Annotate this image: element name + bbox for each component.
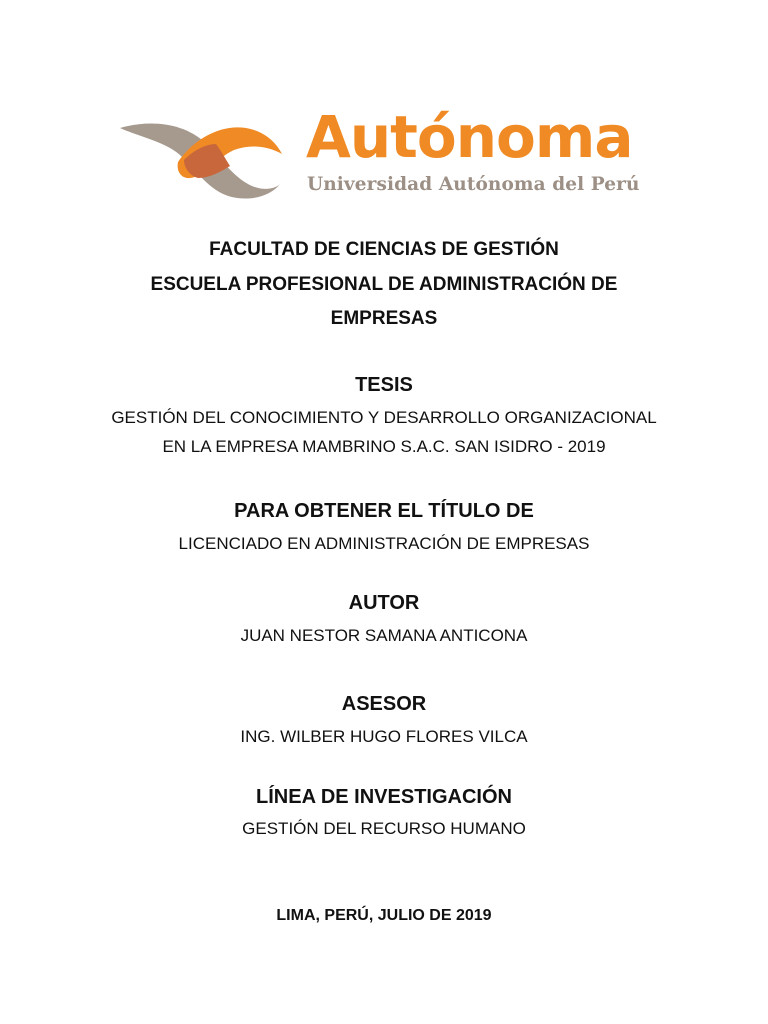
school-name-line-2: EMPRESAS xyxy=(330,308,438,329)
degree-heading: PARA OBTENER EL TÍTULO DE xyxy=(234,500,534,522)
advisor-name: ING. WILBER HUGO FLORES VILCA xyxy=(240,727,528,746)
thesis-title-line-1: GESTIÓN DEL CONOCIMIENTO Y DESARROLLO ORGANIZACIONAL xyxy=(111,408,657,427)
degree-value: LICENCIADO EN ADMINISTRACIÓN DE EMPRESAS xyxy=(178,534,590,553)
place-and-date: LIMA, PERÚ, JULIO DE 2019 xyxy=(276,907,492,924)
thesis-heading: TESIS xyxy=(355,374,413,396)
author-heading: AUTOR xyxy=(348,592,420,614)
logo-subtitle: Universidad Autónoma del Perú xyxy=(307,174,640,195)
research-line-value: GESTIÓN DEL RECURSO HUMANO xyxy=(242,819,526,838)
research-line-heading: LÍNEA DE INVESTIGACIÓN xyxy=(256,786,512,808)
university-logo xyxy=(118,103,658,204)
logo-wordmark: Autónoma xyxy=(306,103,633,171)
advisor-heading: ASESOR xyxy=(341,693,427,715)
faculty-name: FACULTAD DE CIENCIAS DE GESTIÓN xyxy=(209,239,559,260)
school-name-line-1: ESCUELA PROFESIONAL DE ADMINISTRACIÓN DE xyxy=(150,274,618,295)
thesis-title-line-2: EN LA EMPRESA MAMBRINO S.A.C. SAN ISIDRO - 2019 xyxy=(162,437,606,456)
autonoma-logo-mark-icon xyxy=(118,118,283,202)
author-name: JUAN NESTOR SAMANA ANTICONA xyxy=(240,626,528,645)
